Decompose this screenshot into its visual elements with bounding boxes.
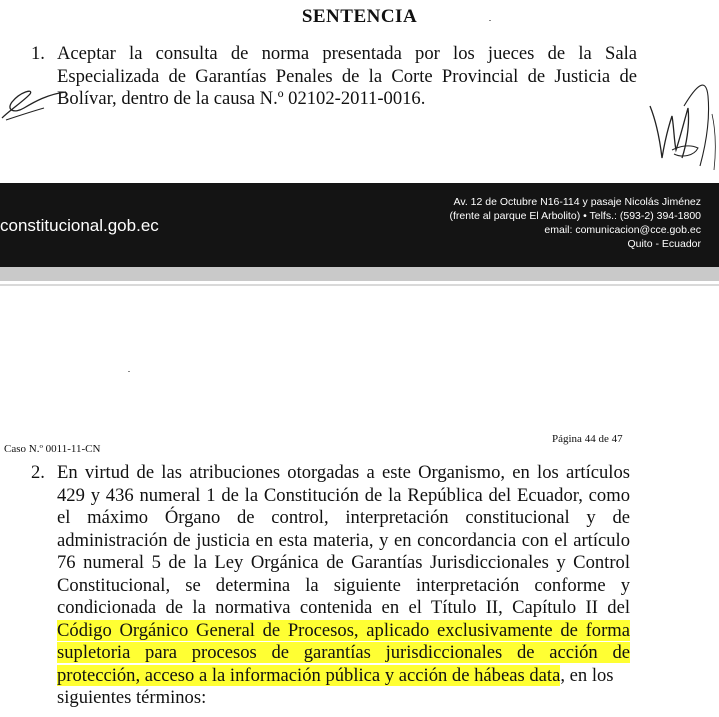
page-number: Página 44 de 47 <box>552 433 623 445</box>
footer-address-line: Av. 12 de Octubre N16-114 y pasaje Nicolás Jiménez <box>453 196 701 208</box>
footer-address-line: (frente al parque El Arbolito) • Telfs.: (593-2) 394-1800 <box>449 210 701 222</box>
scan-speck <box>489 20 491 21</box>
footer-website: constitucional.gob.ec <box>0 216 159 235</box>
paragraph-text: , en los <box>560 664 614 686</box>
footer-address-line: Quito - Ecuador <box>627 238 701 250</box>
highlighted-text: Código Orgánico General de Procesos, aplicado exclusivamente de forma <box>57 619 630 641</box>
paragraph-line-highlighted <box>57 642 630 665</box>
scan-speck <box>128 371 130 372</box>
paragraph-line-highlighted <box>57 620 630 643</box>
paragraph-line-highlighted <box>57 665 630 688</box>
handwritten-signature-right <box>636 66 719 178</box>
paragraph-line: Bolívar, dentro de la causa N.º 02102-2011-0016. <box>57 88 426 109</box>
page-separator-line <box>0 284 719 286</box>
footer-address <box>449 195 701 251</box>
highlighted-text: supletoria para procesos de garantías jurisdiccionales de acción de <box>57 642 630 663</box>
paragraph-line: siguientes términos: <box>57 687 207 708</box>
document-title: SENTENCIA <box>301 6 418 27</box>
page-footer <box>0 183 719 267</box>
footer-address-line: email: comunicacion@cce.gob.ec <box>544 224 701 236</box>
paragraph-line: Constitucional, se determina la siguiente interpretación conforme y <box>57 574 630 596</box>
list-item-number: 1. <box>31 43 45 64</box>
case-number: Caso N.º 0011-11-CN <box>4 443 101 455</box>
paragraph-line: Especializada de Garantías Penales de la Corte Provincial de Justicia de <box>57 65 637 87</box>
paragraph-line: 76 numeral 5 de la Ley Orgánica de Garantías Jurisdiccionales y Control <box>57 552 630 573</box>
paragraph-line: el máximo Órgano de control, interpretación constitucional y de <box>57 507 630 528</box>
paragraph-line: condicionada de la normativa contenida en el Título II, Capítulo II del <box>57 597 630 618</box>
paragraph-line: 429 y 436 numeral 1 de la Constitución de la República del Ecuador, como <box>57 484 630 506</box>
list-item-1 <box>31 43 637 111</box>
paragraph-line: administración de justicia en esta materia, y en concordancia con el artículo <box>57 529 630 551</box>
handwritten-signature-left <box>0 80 70 125</box>
highlighted-text: protección, acceso a la información pública y acción de hábeas data <box>57 664 561 686</box>
list-item-2 <box>31 462 630 710</box>
paragraph-line: Aceptar la consulta de norma presentada por los jueces de la Sala <box>57 43 637 64</box>
page-separator <box>0 267 719 281</box>
paragraph-line: En virtud de las atribuciones otorgadas a este Organismo, en los artículos <box>57 462 630 483</box>
list-item-number: 2. <box>31 462 45 483</box>
